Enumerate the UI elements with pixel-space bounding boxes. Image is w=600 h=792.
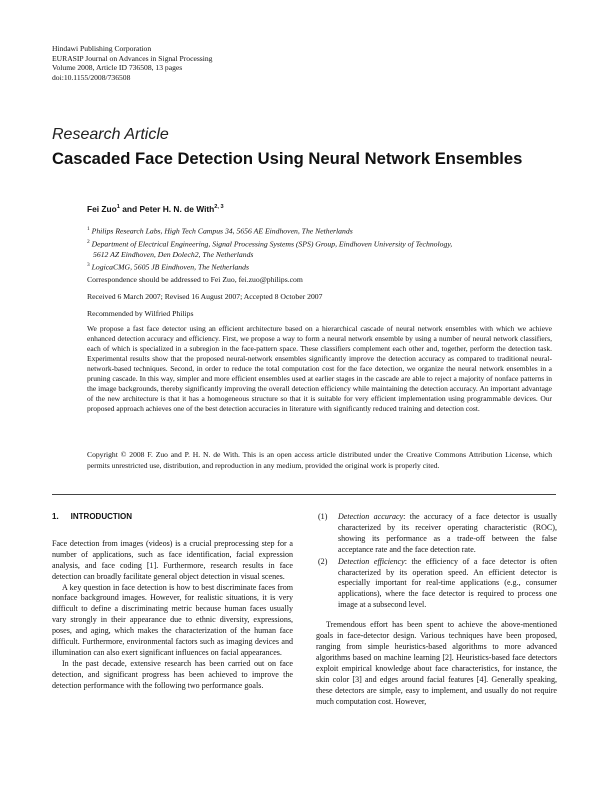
author-name: Fei Zuo (87, 204, 117, 214)
paragraph: A key question in face detection is how to best discriminate faces from nonface background images. However, for realistic situations, it is very difficult to define a discriminating metric because human faces usually vary strongly in their appearance due to ethnic diversity, expressions, poses, and aging, which makes the characterization of the human face difficult. Furthermore, environmental factors such as imaging devices and illumination can also exert significant influences on facial appearances. (52, 582, 293, 657)
right-column (316, 512, 557, 707)
doi-line: doi:10.1155/2008/736508 (52, 72, 131, 82)
journal-line: EURASIP Journal on Advances in Signal Processing (52, 53, 213, 63)
list-label: (1) (318, 512, 328, 521)
paragraph: In the past decade, extensive research has been carried out on face detection, and significant progress has been achieved to improve the detection performance with the following two performance goals. (52, 658, 293, 690)
affiliation-text: Department of Electrical Engineering, Signal Processing Systems (SPS) Group, Eindhoven University of Technology, (91, 239, 453, 249)
copyright-notice: Copyright © 2008 F. Zuo and P. H. N. de With. This is an open access article distributed under the Creative Commons Attribution License, which permits unrestricted use, distribution, and reproduction in any medium, provided the original work is properly cited. (87, 450, 552, 470)
affiliation-item (87, 237, 547, 260)
affiliation-superscript: 3 (87, 261, 90, 268)
list-body: : the accuracy of a face detector is usually characterized by its receiver operating characteristic (ROC), showing its performance as a trade-off between the false acceptance rate and the face detection rate. (338, 512, 557, 554)
article-type: Research Article (52, 126, 169, 143)
author-name: Peter H. N. de With (139, 204, 215, 214)
author-superscript: 2, 3 (214, 204, 224, 211)
affiliation-item (87, 224, 547, 237)
list-term: Detection accuracy (338, 512, 404, 521)
list-body: : the efficiency of a face detector is often characterized by its operation speed. An efficient detector is especially important for real-time applications (e.g., consumer applications), where the face detector is required to process one image at a subsecond level. (338, 556, 557, 610)
correspondence: Correspondence should be addressed to Fei Zuo, fei.zuo@philips.com (87, 275, 303, 284)
paragraph: Face detection from images (videos) is a crucial preprocessing step for a number of applications, such as face identification, facial expression analysis, and face coding [1]. Furthermore, research results in face detection can broadly facilitate general object detection in visual scenes. (52, 538, 293, 581)
affiliations (87, 224, 547, 273)
section-number: 1. (52, 512, 59, 521)
author-superscript: 1 (116, 204, 120, 211)
dates: Received 6 March 2007; Revised 16 August 2007; Accepted 8 October 2007 (87, 292, 323, 301)
author-list (87, 204, 224, 214)
list-text (338, 512, 557, 556)
list-term: Detection efficiency (338, 556, 405, 566)
affiliation-superscript: 1 (87, 226, 90, 232)
list-item (316, 557, 557, 612)
list-text (338, 557, 557, 612)
affiliation-text: Philips Research Labs, High Tech Campus 34, 5656 AE Eindhoven, The Netherlands (91, 226, 353, 236)
paper-title: Cascaded Face Detection Using Neural Network Ensembles (52, 149, 523, 168)
affiliation-text: LogicaCMG, 5605 JB Eindhoven, The Netherlands (91, 262, 249, 272)
publisher-line: Hindawi Publishing Corporation (52, 44, 152, 53)
recommended-by: Recommended by Wilfried Philips (87, 309, 194, 318)
journal-header (52, 44, 212, 82)
section-title: INTRODUCTION (70, 512, 132, 521)
abstract: We propose a fast face detector using an efficient architecture based on a hierarchical cascade of neural network ensembles with which we achieve enhanced detection accuracy and efficiency. First, we propose a way to form a neural network ensemble by using a number of neural network classifiers, each of which is specialized in a subregion in the face-pattern space. These classifiers complement each other and, together, perform the detection task. Experimental results show that the proposed neural-network ensembles significantly improve the detection accuracy as compared to traditional neural-network-based techniques. Second, in order to reduce the total computation cost for the face detection, we organize the neural network ensembles in a pruning cascade. In this way, simpler and more efficient ensembles used at earlier stages in the cascade are able to reject a majority of nonface patterns in the image backgrounds, thereby significantly improving the overall detection efficiency while maintaining the detection accuracy. An important advantage of the new architecture is that it has a homogeneous structure so that it is suitable for very efficient implementation using programmable devices. Our proposed approach achieves one of the best detection accuracies in literature with significantly reduced training and detection cost. (87, 324, 552, 414)
list-label: (2) (318, 556, 328, 566)
list-item (316, 512, 557, 556)
affiliation-continuation: 5612 AZ Eindhoven, Den Dolech2, The Netherlands (93, 249, 254, 259)
section-divider (52, 494, 556, 495)
volume-line: Volume 2008, Article ID 736508, 13 pages (52, 63, 183, 73)
affiliation-item (87, 260, 547, 273)
section-heading (52, 512, 293, 523)
affiliation-superscript: 2 (87, 238, 90, 245)
left-column (52, 512, 293, 692)
paragraph: Tremendous effort has been spent to achieve the above-mentioned goals in face-detector design. Various techniques have been proposed, ranging from simple heuristics-based algorithms to more advanced algorithms based on machine learning [2]. Heuristics-based face detectors exploit empirical knowledge about face characteristics, for instance, the skin color [3] and edges around facial features [4]. Generally speaking, these detectors are simple, easy to implement, and usually do not require much computation cost. However, (316, 620, 557, 706)
author-joiner: and (122, 204, 138, 214)
